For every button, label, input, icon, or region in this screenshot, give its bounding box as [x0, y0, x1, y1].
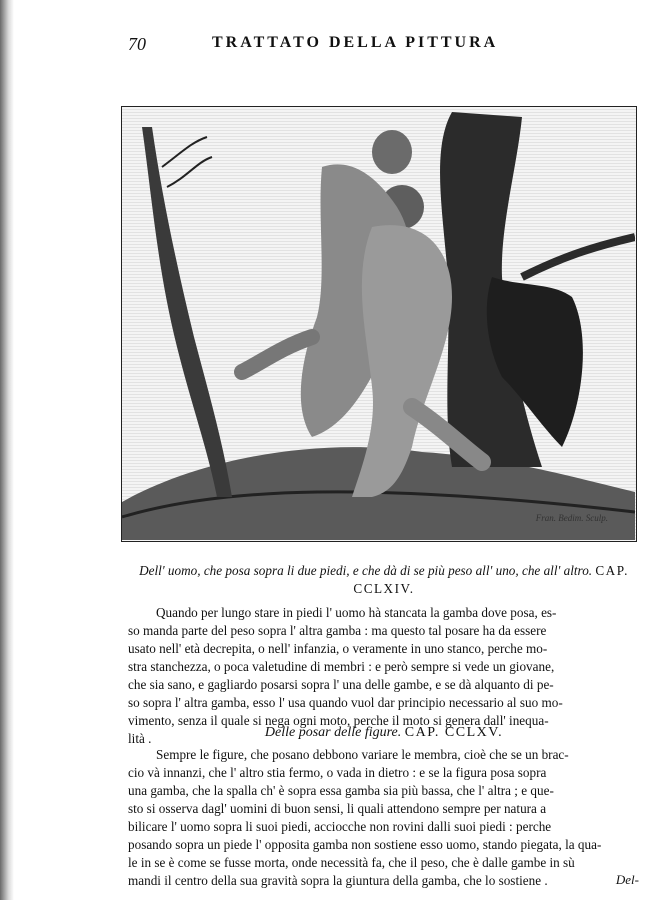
right-tree-branch [522, 237, 635, 277]
paragraph-line: bilicare l' uomo sopra li suoi piedi, acciocche non rovini dalli suoi piedi : perche [128, 819, 552, 834]
engraving-illustration [121, 106, 637, 542]
page-number: 70 [128, 34, 146, 54]
paragraph-line: cio và innanzi, che l' altro stia fermo, o vada in dietro : e se la figura posa sopra [128, 765, 547, 780]
chapter-264-caption [128, 562, 640, 598]
chapter-264-number: CAP. CCLXIV. [353, 563, 629, 596]
chapter-264-title: Dell' uomo, che posa sopra li due piedi, e che dà di se più peso all' uno, che all' altro. [139, 563, 593, 578]
engraving-drawing [122, 107, 635, 540]
paragraph-line: mandi il centro della sua gravità sopra la giuntura della gamba, che lo sostiene . [128, 873, 548, 888]
catchword: Del- [615, 872, 639, 887]
paragraph-line: stra stanchezza, o poca valetudine di membri : e però sempre si vede un giovane, [128, 659, 555, 674]
paragraph-line: vimento, senza il quale si nega ogni moto, perche il moto si genera dall' inequa- [128, 713, 549, 728]
paragraph-line: sto si osserva dagl' uomini di buon sensi, li quali attendono sempre per natura a [128, 801, 547, 816]
paragraph-line: usato nell' età decrepita, o nell' infanzia, o veramente in uno stanco, perche mo- [128, 641, 548, 656]
paragraph-line: le in se è come se fusse morta, onde necessità fa, che il peso, che è dalle gambe in sù [128, 855, 575, 870]
chapter-265-number: CAP. CCLXV. [404, 725, 504, 740]
upper-figure-head [372, 130, 412, 174]
paragraph-line: lità . [128, 731, 152, 746]
paragraph-line: posando sopra un piede l' opposita gamba non sostiene esso uomo, stando piegata, la qua- [128, 837, 602, 852]
page-gutter-shadow [0, 0, 14, 900]
running-title: TRATTATO DELLA PITTURA [212, 34, 499, 51]
engraver-signature: Fran. Bedim. Sculp. [535, 513, 608, 523]
left-tree-branches [162, 137, 212, 187]
upper-figure-leg [242, 337, 312, 372]
paragraph-line: Sempre le figure, che posano debbono variare le membra, cioè che se un brac- [156, 747, 569, 762]
paragraph-line: che sia sano, e gagliardo posarsi sopra l' una delle gambe, e se dà alquanto di pe- [128, 677, 554, 692]
paragraph-line: una gamba, che la spalla ch' è sopra essa gamba sia più bassa, che l' altra ; e que- [128, 783, 554, 798]
chapter-265-title: Delle posar delle figure. [264, 725, 402, 740]
left-tree-trunk [142, 127, 232, 497]
paragraph-line: so manda parte del peso sopra l' altra gamba : ma questo tal posare ha da essere [128, 623, 547, 638]
paragraph-line: so sopra l' altra gamba, esso l' usa quando vuol dar principio necessario al suo mo- [128, 695, 563, 710]
chapter-265-paragraph [128, 746, 640, 890]
paragraph-line: Quando per lungo stare in piedi l' uomo hà stancata la gamba dove posa, es- [156, 605, 557, 620]
page-header [128, 34, 588, 58]
chapter-265-heading [128, 724, 640, 742]
